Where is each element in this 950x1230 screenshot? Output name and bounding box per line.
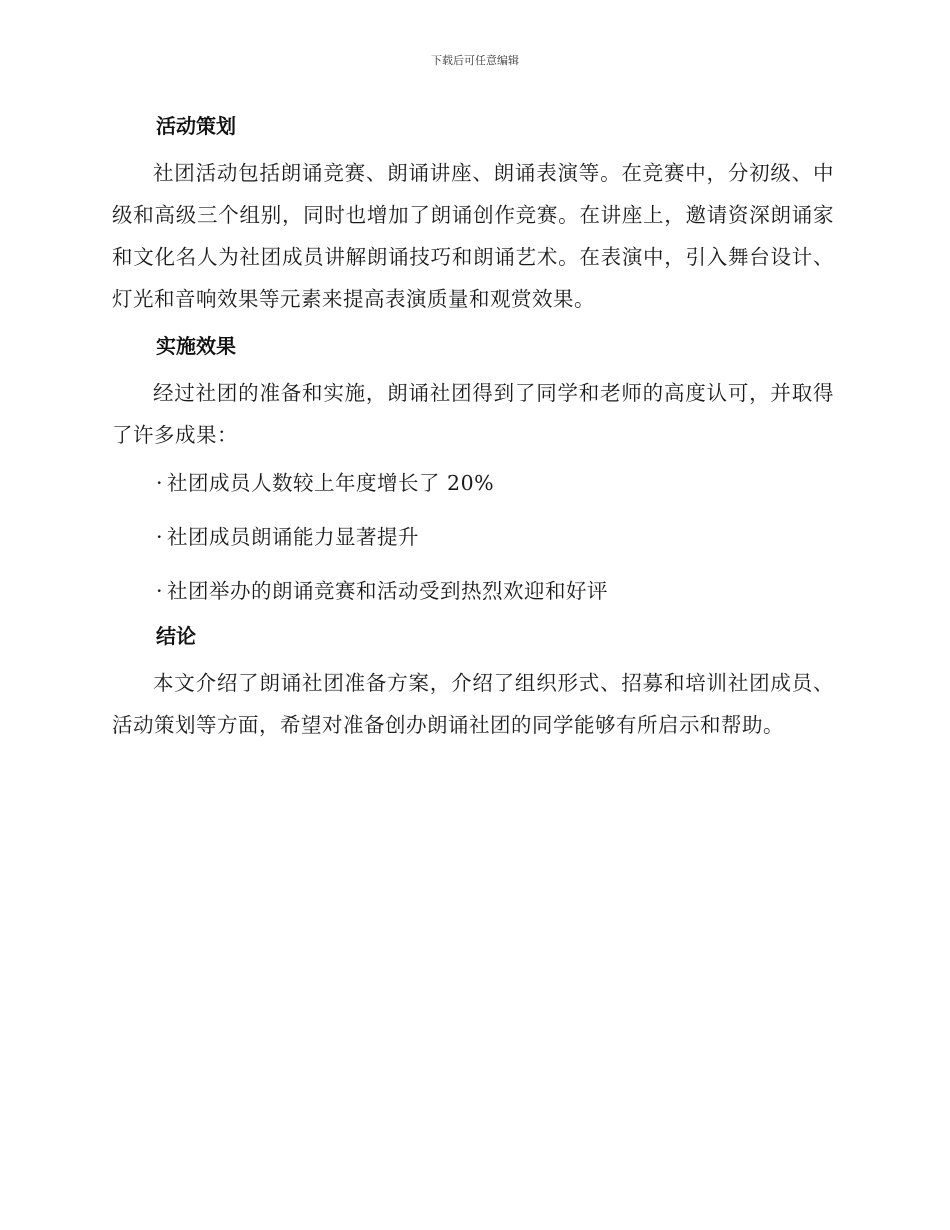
list-item [112, 510, 834, 564]
heading-conclusion: 结论 [156, 624, 196, 648]
list-item [112, 564, 834, 618]
results-list [112, 456, 834, 618]
spacer [112, 654, 834, 662]
heading-activity-planning: 活动策划 [156, 114, 236, 138]
bullet-mark: · [156, 525, 164, 549]
paragraph-implementation-results: 经过社团的准备和实施，朗诵社团得到了同学和老师的高度认可，并取得了许多成果： [112, 381, 834, 447]
spacer [112, 320, 834, 328]
paragraph-activity-planning: 社团活动包括朗诵竞赛、朗诵讲座、朗诵表演等。在竞赛中，分初级、中级和高级三个组别，同时也增加了朗诵创作竞赛。在讲座上，邀请资深朗诵家和文化名人为社团成员讲解朗诵技巧和朗诵艺术。在表演中，引入舞台设计、灯光和音响效果等元素来提高表演质量和观赏效果。 [112, 161, 834, 311]
bullet-mark: · [156, 471, 164, 495]
list-item-text: 社团成员朗诵能力显著提升 [167, 525, 420, 549]
document-body [112, 108, 834, 746]
list-item-text: 社团举办的朗诵竞赛和活动受到热烈欢迎和好评 [167, 579, 609, 603]
paragraph-conclusion: 本文介绍了朗诵社团准备方案，介绍了组织形式、招募和培训社团成员、活动策划等方面，希望对准备创办朗诵社团的同学能够有所启示和帮助。 [112, 671, 834, 737]
list-item [112, 456, 834, 510]
bullet-mark: · [156, 579, 164, 603]
spacer [112, 144, 834, 152]
page-header-note: 下载后可任意编辑 [431, 54, 519, 67]
heading-implementation-results: 实施效果 [156, 334, 236, 358]
list-item-text: 社团成员人数较上年度增长了 20% [167, 471, 495, 495]
spacer [112, 364, 834, 372]
